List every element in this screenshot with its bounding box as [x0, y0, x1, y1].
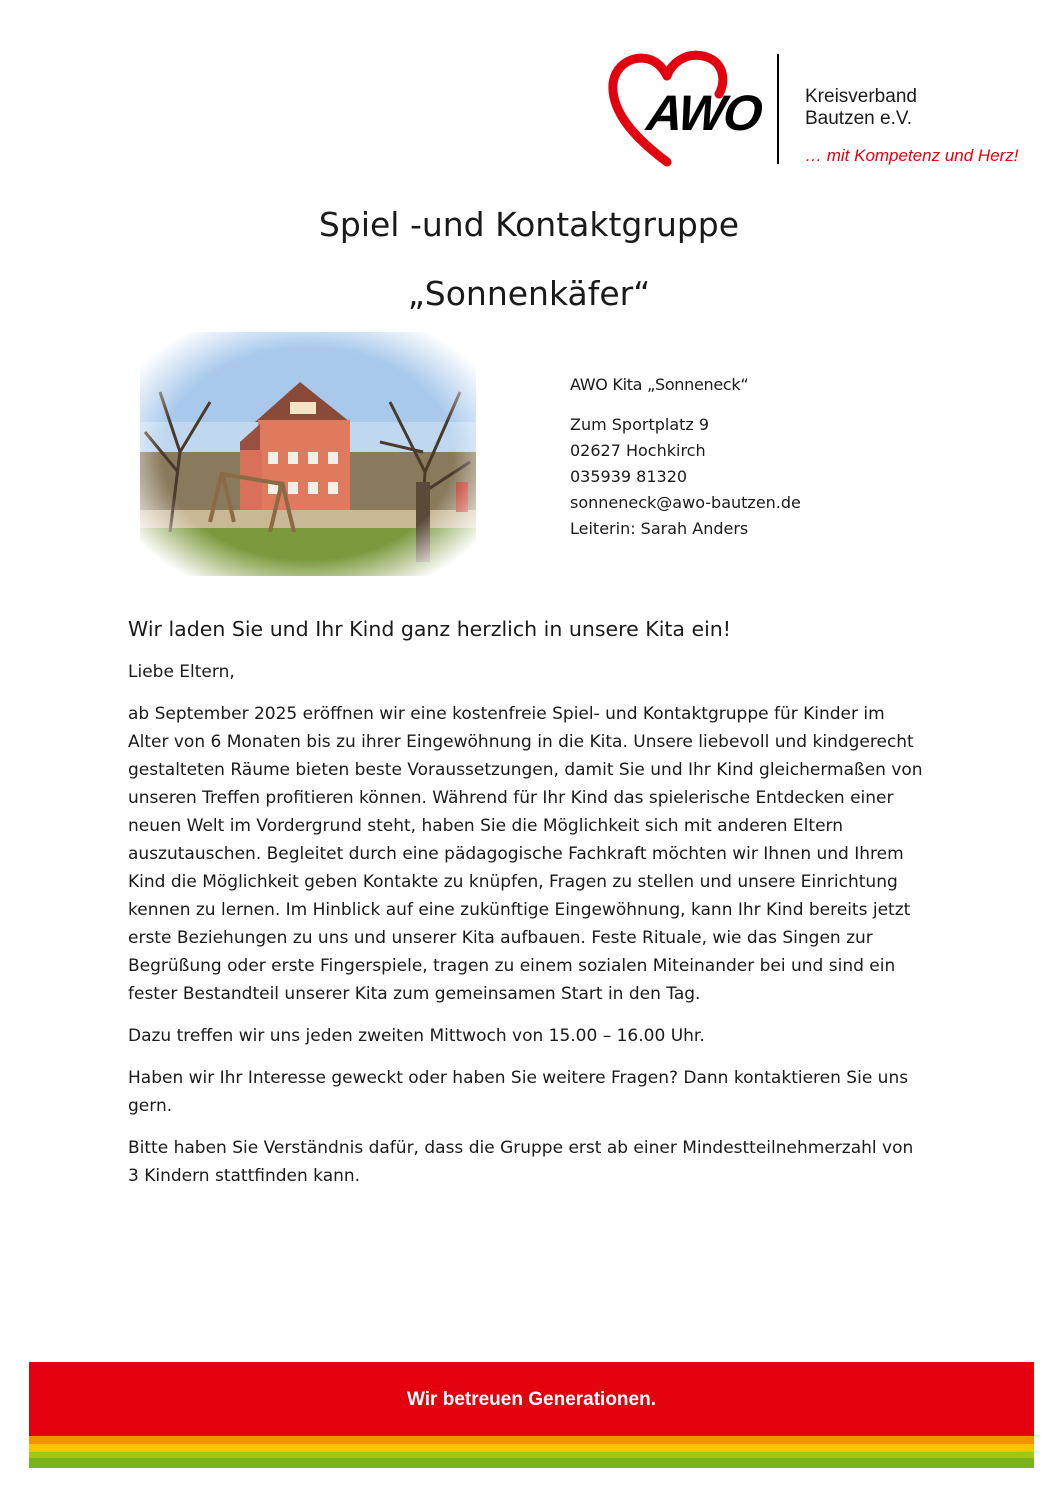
- page-title: Spiel -und Kontaktgruppe: [318, 205, 740, 244]
- footer-banner: [29, 1362, 1034, 1468]
- footer-stripe-green: [29, 1458, 1034, 1468]
- address-city: 02627 Hochkirch: [570, 441, 706, 460]
- org-name-line1: Kreisverband: [805, 86, 917, 107]
- awo-logo: [605, 50, 1035, 170]
- paragraph-description: ab September 2025 eröffnen wir eine kostenfreie Spiel- und Kontaktgruppe für Kinder im Alter von 6 Monaten bis zu ihrer Eingewöhnung in die Kita. Unsere liebevoll und kindgerecht gestalteten Räume bieten beste Voraussetzungen, damit Sie und Ihr Kind gleichermaßen von unseren Treffen profitieren können. Während für Ihr Kind das spielerische Entdecken einer neuen Welt im Vordergrund steht, haben Sie die Möglichkeit sich mit anderen Eltern auszutauschen. Begleitet durch eine pädagogische Fachkraft möchten wir Ihnen und Ihrem Kind die Möglichkeit geben Kontakte zu knüpfen, Fragen zu stellen und unsere Einrichtung kennen zu lernen. Im Hinblick auf eine zukünftige Eingewöhnung, kann Ihr Kind bereits jetzt erste Beziehungen zu uns und unserer Kita aufbauen. Feste Rituale, wie das Singen zur Begrüßung oder erste Fingerspiele, tragen zu einem sozialen Miteinander bei und sind ein fester Bestandteil unserer Kita zum gemeinsamen Start in den Tag.: [128, 704, 923, 1004]
- brand-wordmark: AWO: [644, 85, 764, 141]
- org-name-line2: Bautzen e.V.: [805, 108, 913, 129]
- kita-name: AWO Kita „Sonneneck“: [570, 375, 749, 394]
- footer-slogan: Wir betreuen Generationen.: [407, 1389, 656, 1410]
- group-name: „Sonnenkäfer“: [407, 274, 651, 313]
- lead-sentence: Wir laden Sie und Ihr Kind ganz herzlich in unsere Kita ein!: [128, 617, 732, 641]
- paragraph-schedule: Dazu treffen wir uns jeden zweiten Mittwoch von 15.00 – 16.00 Uhr.: [128, 1026, 705, 1046]
- contact-block: [570, 372, 801, 542]
- invitation-text: [128, 612, 928, 1204]
- kita-building-photo: [140, 332, 476, 576]
- paragraph-minimum: Bitte haben Sie Verständnis dafür, dass die Gruppe erst ab einer Mindestteilnehmerzahl von 3 Kindern stattfinden kann.: [128, 1138, 914, 1186]
- logo-divider: [777, 54, 779, 164]
- greeting: Liebe Eltern,: [128, 662, 235, 682]
- address-street: Zum Sportplatz 9: [570, 415, 710, 434]
- footer-stripe-yellow: [29, 1444, 1034, 1452]
- kita-leader: Leiterin: Sarah Anders: [570, 519, 749, 538]
- footer-stripe-orange: [29, 1436, 1034, 1444]
- footer-red-band: [29, 1362, 1034, 1436]
- paragraph-contact: Haben wir Ihr Interesse geweckt oder haben Sie weitere Fragen? Dann kontaktieren Sie uns gern.: [128, 1068, 909, 1116]
- phone-number: 035939 81320: [570, 467, 688, 486]
- logo-slogan: … mit Kompetenz und Herz!: [805, 146, 1019, 165]
- email-address[interactable]: sonneneck@awo-bautzen.de: [570, 493, 801, 512]
